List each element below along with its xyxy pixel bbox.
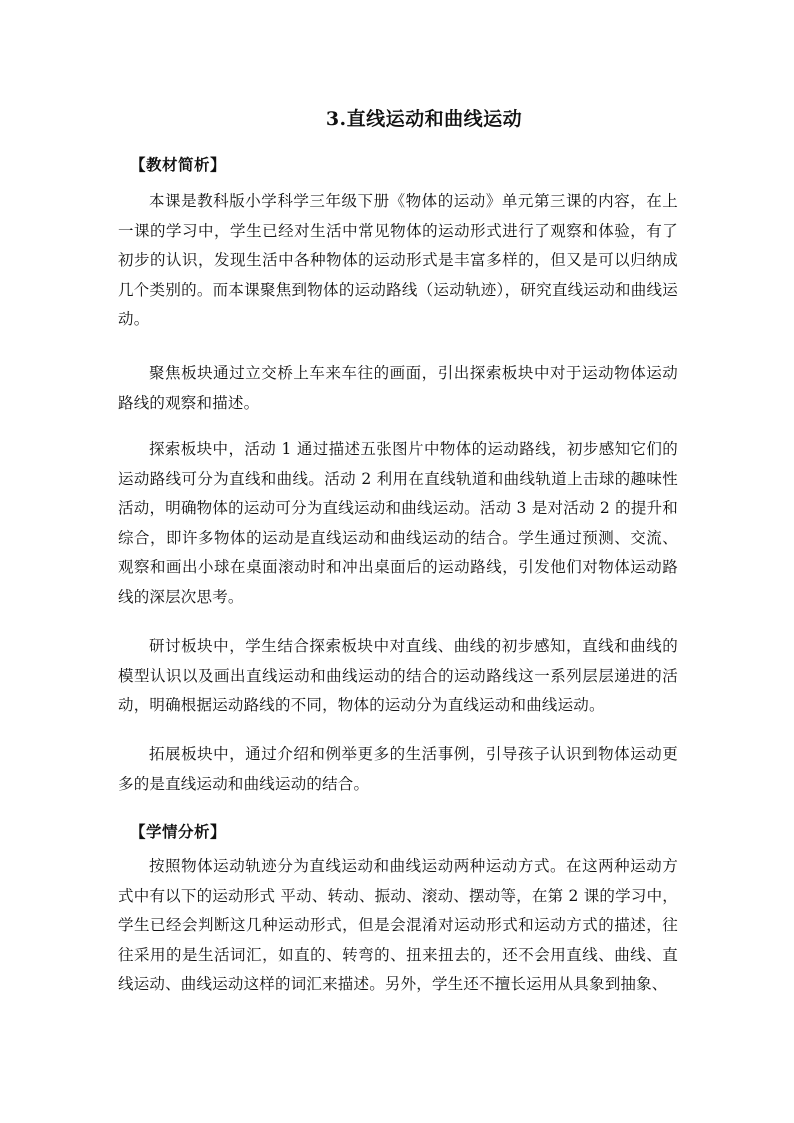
paragraph-extend-block: 拓展板块中，通过介绍和例举更多的生活事例，引导孩子认识到物体运动更多的是直线运动和曲线运动的结合。 bbox=[118, 745, 678, 793]
paragraph-discuss-block: 研讨板块中，学生结合探索板块中对直线、曲线的初步感知，直线和曲线的模型认识以及画出直线运动和曲线运动的结合的运动路线这一系列层层递进的活动，明确根据运动路线的不同，物体的运动分为直线运动和曲线运动。 bbox=[118, 637, 678, 714]
paragraph-focus-block: 聚焦板块通过立交桥上车来车往的画面，引出探索板块中对于运动物体运动路线的观察和描述。 bbox=[118, 364, 678, 412]
paragraph-explore-block: 探索板块中，活动 1 通过描述五张图片中物体的运动路线，初步感知它们的运动路线可分为直线和曲线。活动 2 利用在直线轨道和曲线轨道上击球的趣味性活动，明确物体的运动可分为直线运动和曲线运动。活动 3 是对活动 2 的提升和综合，即许多物体的运动是直线运动和曲线运动的结合。学生通过预测、交流、观察和画出小球在桌面滚动时和冲出桌面后的运动路线，引发他们对物体运动路线的深层次思考。 bbox=[118, 440, 678, 606]
section-heading-learner-analysis: 【学情分析】 bbox=[130, 822, 227, 841]
section-heading-textbook-analysis: 【教材简析】 bbox=[130, 155, 227, 174]
document-title: 3.直线运动和曲线运动 bbox=[325, 108, 523, 130]
paragraph-learner-analysis: 按照物体运动轨迹分为直线运动和曲线运动两种运动方式。在这两种运动方式中有以下的运动形式 平动、转动、振动、滚动、摆动等，在第 2 课的学习中，学生已经会判断这几种运动形式，但是会混淆对运动形式和运动方式的描述，往往采用的是生活词汇，如直的、转弯的、扭来扭去的，还不会用直线、曲线、直线运动、曲线运动这样的词汇来描述。另外，学生还不擅长运用从具象到抽象、 bbox=[118, 857, 678, 993]
paragraph-textbook-intro: 本课是教科版小学科学三年级下册《物体的运动》单元第三课的内容，在上一课的学习中，学生已经对生活中常见物体的运动形式进行了观察和体验，有了初步的认识，发现生活中各种物体的运动形式是丰富多样的，但又是可以归纳成几个类别的。而本课聚焦到物体的运动路线（运动轨迹），研究直线运动和曲线运动。 bbox=[118, 192, 678, 328]
